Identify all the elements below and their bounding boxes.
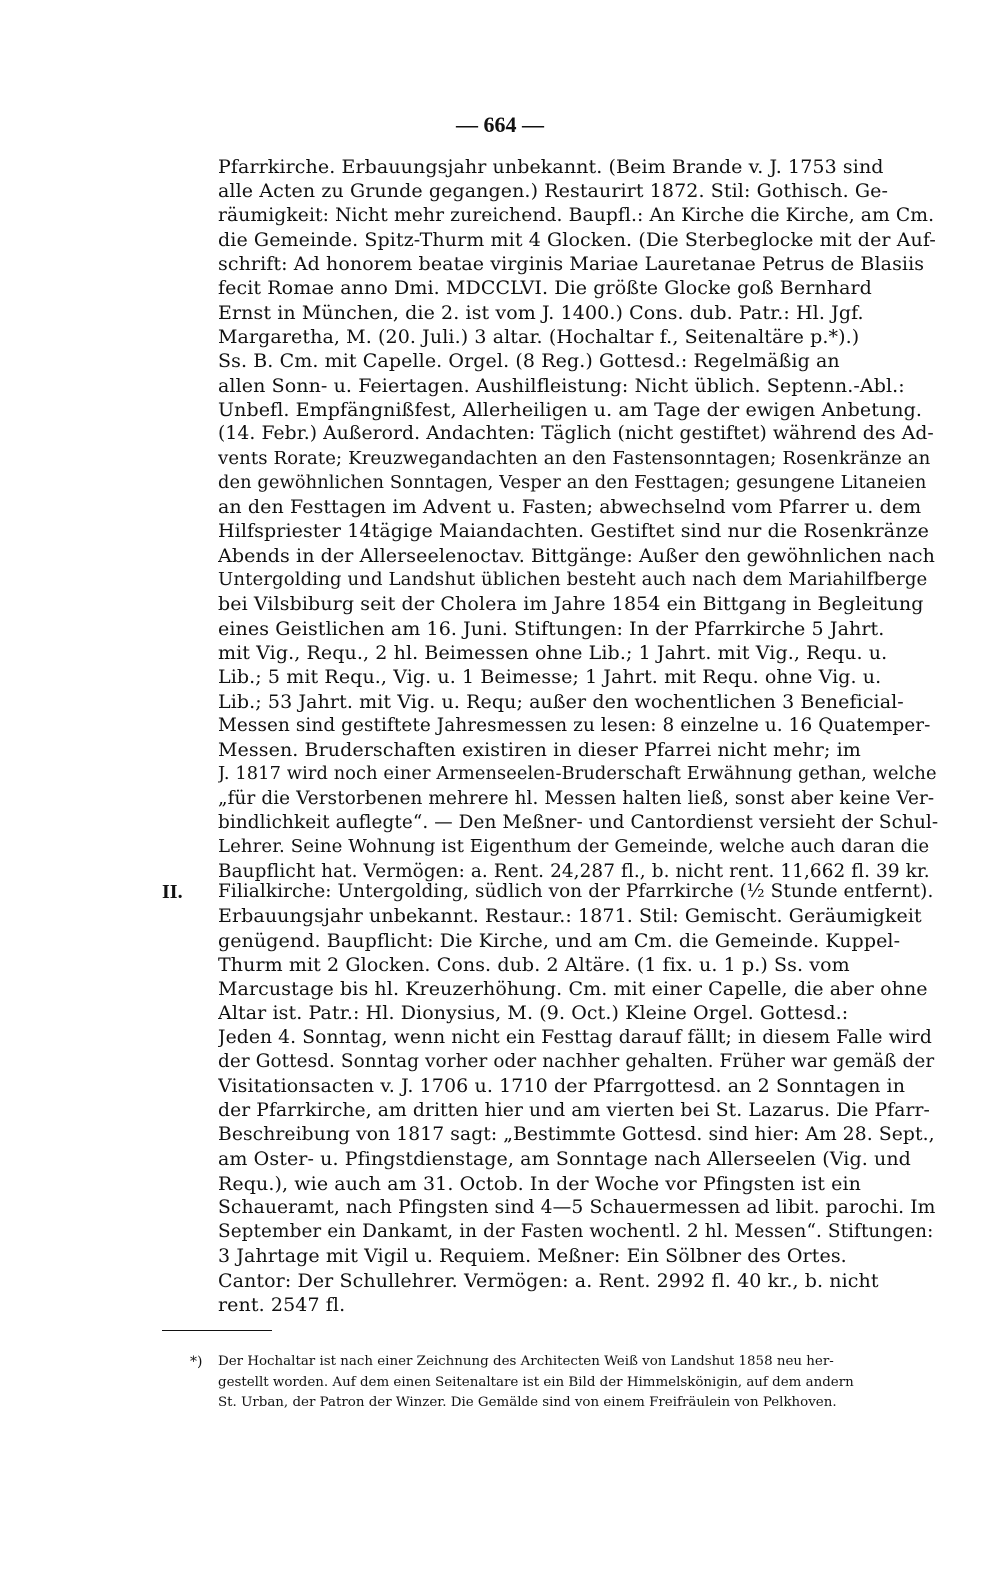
text-line: allen Sonn- u. Feiertagen. Aushilfleistung: Nicht üblich. Septenn.-Abl.:: [218, 374, 905, 397]
text-line: der Pfarrkirche, am dritten hier und am vierten bei St. Lazarus. Die Pfarr-: [218, 1099, 930, 1121]
text-line: Baupflicht hat. Vermögen: a. Rent. 24,287 fl., b. nicht rent. 11,662 fl. 39 kr.: [218, 860, 930, 882]
text-line: den gewöhnlichen Sonntagen, Vesper an den Festtagen; gesungene Litaneien: [218, 471, 927, 493]
text-line: „für die Verstorbenen mehrere hl. Messen halten ließ, sonst aber keine Ver-: [218, 787, 935, 809]
text-line: Hilfspriester 14tägige Maiandachten. Gestiftet sind nur die Rosenkränze: [218, 520, 929, 543]
text-line: Unbefl. Empfängnißfest, Allerheiligen u. am Tage der ewigen Anbetung.: [218, 398, 923, 421]
text-line: Thurm mit 2 Glocken. Cons. dub. 2 Altäre. (1 fix. u. 1 p.) Ss. vom: [218, 953, 850, 976]
section-filialkirche: [218, 880, 938, 1317]
section-pfarrkirche: [218, 155, 938, 884]
text-line: Filialkirche: Untergolding, südlich von der Pfarrkirche (½ Stunde entfernt).: [218, 881, 934, 902]
text-line: Lib.; 5 mit Requ., Vig. u. 1 Beimesse; 1 Jahrt. mit Requ. ohne Vig. u.: [218, 666, 882, 689]
text-line: an den Festtagen im Advent u. Fasten; abwechselnd vom Pfarrer u. dem: [218, 496, 922, 519]
text-line: bindlichkeit auflegte“. — Den Meßner- und Cantordienst versieht der Schul-: [218, 812, 938, 834]
text-line: räumigkeit: Nicht mehr zureichend. Baupfl.: An Kirche die Kirche, am Cm.: [218, 204, 935, 226]
text-line: Lehrer. Seine Wohnung ist Eigenthum der Gemeinde, welche auch daran die: [218, 836, 930, 858]
text-line: vents Rorate; Kreuzwegandachten an den Fastensonntagen; Rosenkränze an: [218, 447, 931, 469]
footnote-line: gestellt worden. Auf dem einen Seitenaltare ist ein Bild der Himmelskönigin, auf dem andern: [218, 1374, 854, 1390]
text-line: Schaueramt, nach Pfingsten sind 4—5 Schauermessen ad libit. parochi. Im: [218, 1196, 936, 1218]
text-line: Marcustage bis hl. Kreuzerhöhung. Cm. mit einer Capelle, die aber ohne: [218, 978, 928, 1001]
footnote-line: St. Urban, der Patron der Winzer. Die Gemälde sind von einem Freifräulein von Pelkhoven.: [218, 1395, 837, 1410]
text-line: Jeden 4. Sonntag, wenn nicht ein Festtag darauf fällt; in diesem Falle wird: [218, 1026, 932, 1048]
text-line: Ernst in München, die 2. ist vom J. 1400.) Cons. dub. Patr.: Hl. Jgf.: [218, 301, 864, 324]
text-line: genügend. Baupflicht: Die Kirche, und am Cm. die Gemeinde. Kuppel-: [218, 929, 901, 952]
footnote-divider: [162, 1330, 272, 1331]
text-line: Cantor: Der Schullehrer. Vermögen: a. Rent. 2992 fl. 40 kr., b. nicht: [218, 1269, 879, 1292]
text-line: Requ.), wie auch am 31. Octob. In der Woche vor Pfingsten ist ein: [218, 1172, 861, 1195]
text-line: Untergolding und Landshut üblichen besteht auch nach dem Mariahilfberge: [218, 569, 928, 591]
text-line: eines Geistlichen am 16. Juni. Stiftungen: In der Pfarrkirche 5 Jahrt.: [218, 617, 885, 640]
text-line: am Oster- u. Pfingstdienstage, am Sonntage nach Allerseelen (Vig. und: [218, 1148, 911, 1171]
text-line: 3 Jahrtage mit Vigil u. Requiem. Meßner: Ein Sölbner des Ortes.: [218, 1245, 847, 1268]
text-line: Messen. Bruderschaften existiren in dieser Pfarrei nicht mehr; im: [218, 739, 861, 762]
text-line: Beschreibung von 1817 sagt: „Bestimmte Gottesd. sind hier: Am 28. Sept.,: [218, 1123, 935, 1145]
section-numeral: II.: [162, 881, 183, 903]
text-line: Lib.; 53 Jahrt. mit Vig. u. Requ; außer den wochentlichen 3 Beneficial-: [218, 690, 904, 713]
footnote-mark: *): [190, 1354, 203, 1370]
text-line: der Gottesd. Sonntag vorher oder nachher gehalten. Früher war gemäß der: [218, 1051, 935, 1073]
text-line: September ein Dankamt, in der Fasten wochentl. 2 hl. Messen“. Stiftungen:: [218, 1221, 934, 1243]
text-line: fecit Romae anno Dmi. MDCCLVI. Die größte Glocke goß Bernhard: [218, 277, 872, 300]
text-line: Margaretha, M. (20. Juli.) 3 altar. (Hochaltar f., Seitenaltäre p.*).): [218, 326, 860, 349]
text-line: rent. 2547 fl.: [218, 1294, 346, 1317]
text-line: schrift: Ad honorem beatae virginis Mariae Lauretanae Petrus de Blasiis: [218, 253, 925, 276]
text-line: Ss. B. Cm. mit Capelle. Orgel. (8 Reg.) Gottesd.: Regelmäßig an: [218, 350, 840, 373]
text-line: alle Acten zu Grunde gegangen.) Restaurirt 1872. Stil: Gothisch. Ge-: [218, 180, 889, 203]
text-line: J. 1817 wird noch einer Armenseelen-Bruderschaft Erwähnung gethan, welche: [218, 763, 937, 785]
text-line: Messen sind gestiftete Jahresmessen zu lesen: 8 einzelne u. 16 Quatemper-: [218, 714, 931, 736]
text-line: Abends in der Allerseelenoctav. Bittgänge: Außer den gewöhnlichen nach: [218, 544, 935, 567]
page-number: — 664 —: [456, 112, 544, 137]
text-line: Erbauungsjahr unbekannt. Restaur.: 1871. Stil: Gemischt. Geräumigkeit: [218, 905, 922, 928]
footnote-line: Der Hochaltar ist nach einer Zeichnung des Architecten Weiß von Landshut 1858 neu her-: [218, 1354, 834, 1369]
text-line: die Gemeinde. Spitz-Thurm mit 4 Glocken. (Die Sterbeglocke mit der Auf-: [218, 228, 936, 251]
text-line: bei Vilsbiburg seit der Cholera im Jahre 1854 ein Bittgang in Begleitung: [218, 593, 924, 616]
text-line: Pfarrkirche. Erbauungsjahr unbekannt. (Beim Brande v. J. 1753 sind: [218, 156, 884, 178]
text-line: Visitationsacten v. J. 1706 u. 1710 der Pfarrgottesd. an 2 Sonntagen in: [218, 1075, 906, 1098]
text-line: (14. Febr.) Außerord. Andachten: Täglich (nicht gestiftet) während des Ad-: [218, 423, 934, 445]
text-line: Altar ist. Patr.: Hl. Dionysius, M. (9. Oct.) Kleine Orgel. Gottesd.:: [218, 1002, 849, 1025]
text-line: mit Vig., Requ., 2 hl. Beimessen ohne Lib.; 1 Jahrt. mit Vig., Requ. u.: [218, 641, 888, 664]
footnote: [218, 1352, 938, 1414]
